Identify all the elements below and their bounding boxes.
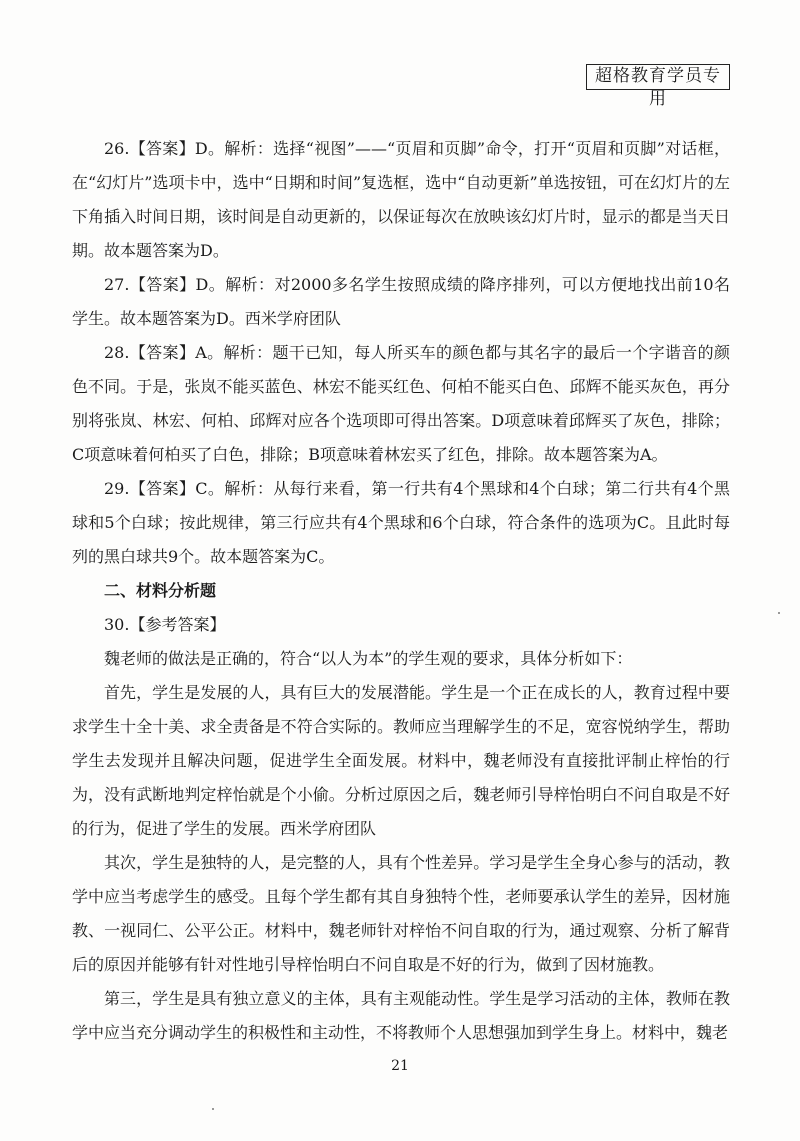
answer-30-third: 第三，学生是具有独立意义的主体，具有主观能动性。学生是学习活动的主体，教师在教学中应当充分调动学生的积极性和主动性，不将教师个人思想强加到学生身上。材料中，魏老: [72, 989, 730, 1042]
answer-26: 26.【答案】D。解析：选择“视图”——“页眉和页脚”命令，打开“页眉和页脚”对话框，在“幻灯片”选项卡中，选中“日期和时间”复选框，选中“自动更新”单选按钮，可在幻灯片的左下角插入时间日期，该时间是自动更新的，以保证每次在放映该幻灯片时，显示的都是当天日期。故本题答案为D。: [72, 139, 730, 260]
answer-30-second: 其次，学生是独特的人，是完整的人，具有个性差异。学习是学生全身心参与的活动，教学中应当考虑学生的感受。且每个学生都有其自身独特个性，老师要承认学生的差异，因材施教、一视同仁、公平公正。材料中，魏老师针对梓怡不问自取的行为，通过观察、分析了解背后的原因并能够有针对性地引导梓怡明白不问自取是不好的行为，做到了因材施教。: [72, 853, 730, 974]
answer-30-first: 首先，学生是发展的人，具有巨大的发展潜能。学生是一个正在成长的人，教育过程中要求学生十全十美、求全责备是不符合实际的。教师应当理解学生的不足，宽容悦纳学生，帮助学生去发现并且解决问题，促进学生全面发展。材料中，魏老师没有直接批评制止梓怡的行为，没有武断地判定梓怡就是个小偷。分析过原因之后，魏老师引导梓怡明白不问自取是不好的行为，促进了学生的发展。西米学府团队: [72, 683, 730, 838]
answer-29: 29.【答案】C。解析：从每行来看，第一行共有4个黑球和4个白球；第二行共有4个黑球和5个白球；按此规律，第三行应共有4个黑球和6个白球，符合条件的选项为C。且此时每列的黑白球共9个。故本题答案为C。: [72, 479, 730, 566]
answer-30-label: 30.【参考答案】: [104, 615, 226, 634]
answer-27: 27.【答案】D。解析：对2000多名学生按照成绩的降序排列，可以方便地找出前10名学生。故本题答案为D。西米学府团队: [72, 275, 730, 328]
scan-speck: [778, 612, 780, 614]
scan-speck: [212, 1108, 214, 1110]
answer-28: 28.【答案】A。解析：题干已知，每人所买车的颜色都与其名字的最后一个字谐音的颜色不同。于是，张岚不能买蓝色、林宏不能买红色、何柏不能买白色、邱辉不能买灰色，再分别将张岚、林宏、何柏、邱辉对应各个选项即可得出答案。D项意味着邱辉买了灰色，排除；C项意味着何柏买了白色，排除；B项意味着林宏买了红色，排除。故本题答案为A。: [72, 343, 730, 464]
section-title: 二、材料分析题: [104, 581, 217, 600]
page-number: 21: [391, 1058, 409, 1074]
answer-30-intro: 魏老师的做法是正确的，符合“以人为本”的学生观的要求，具体分析如下：: [104, 649, 633, 668]
body-text: [72, 132, 730, 1050]
header-tag: 超格教育学员专用: [586, 64, 730, 90]
